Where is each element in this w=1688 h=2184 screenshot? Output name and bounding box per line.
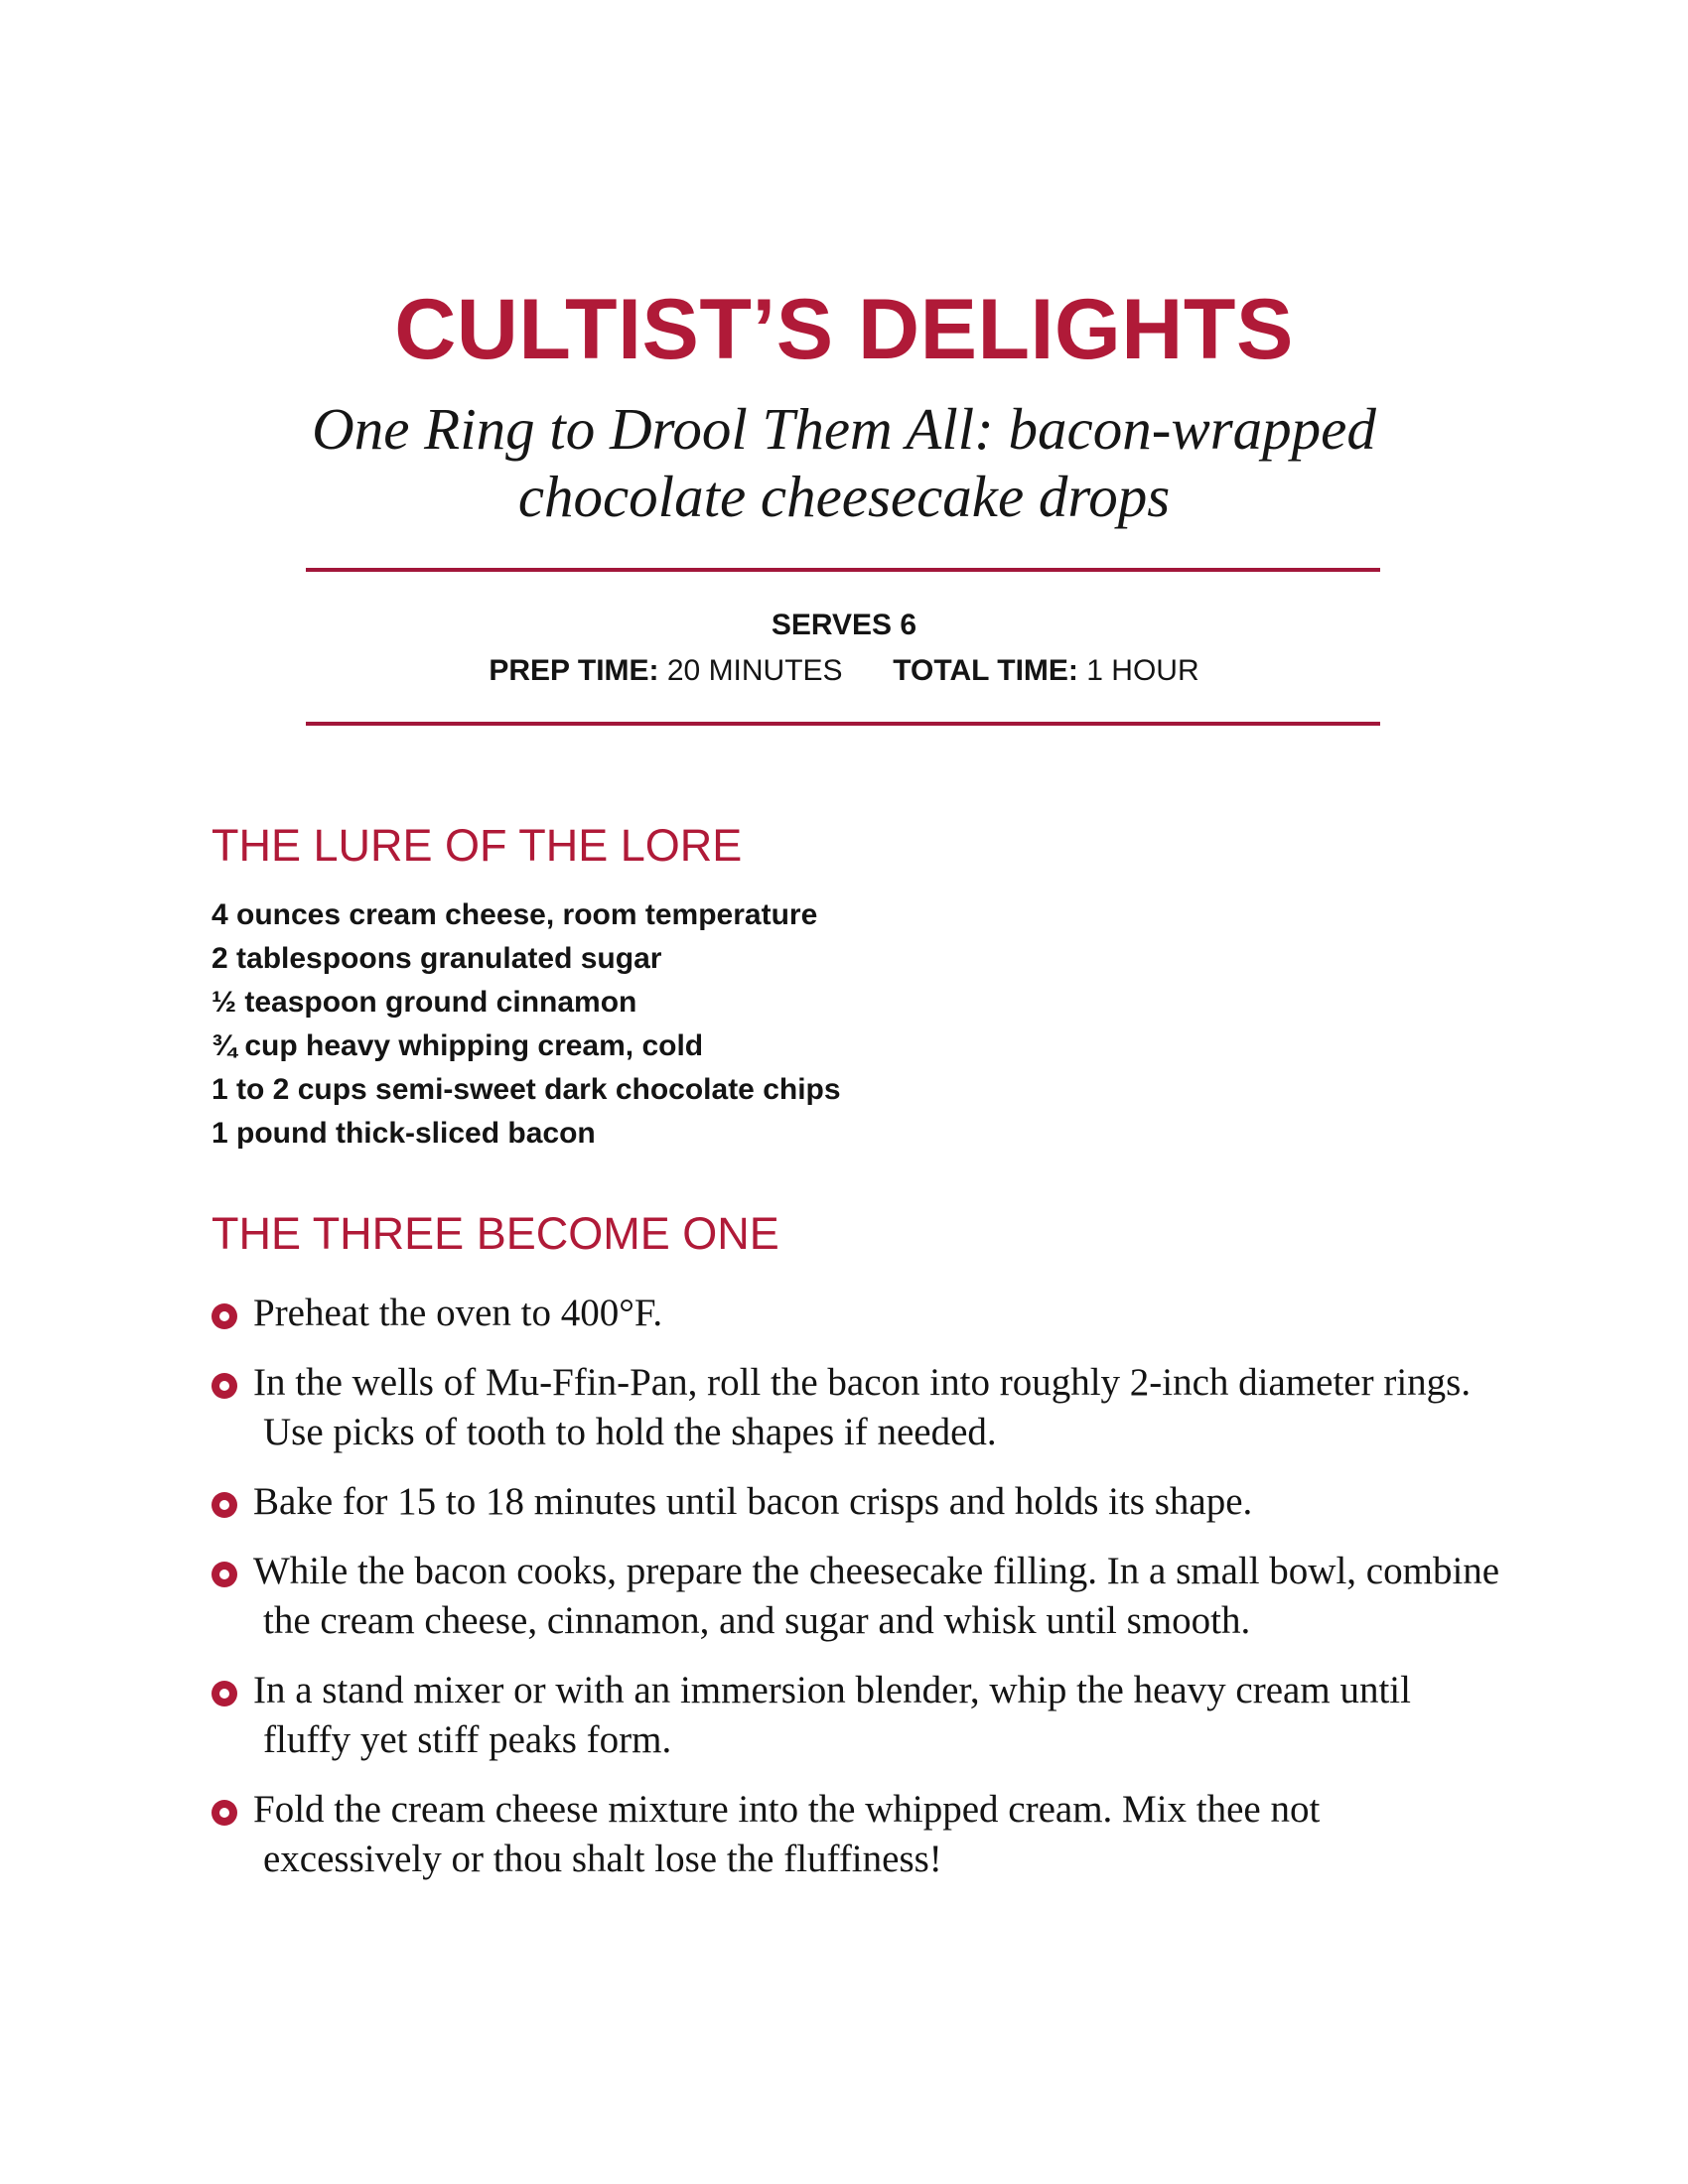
ingredients-list [211,893,841,1156]
ingredient-item: ¾ cup heavy whipping cream, cold [211,1029,704,1062]
bullet-icon [211,1373,237,1399]
ingredient-item: 1 to 2 cups semi-sweet dark chocolate chips [211,1073,841,1106]
step-text: In the wells of Mu-Ffin-Pan, roll the bacon into roughly 2-inch diameter rings. Use picks of tooth to hold the shapes if needed. [253,1361,1472,1453]
bullet-icon [211,1800,237,1826]
total-time-value: 1 HOUR [1086,654,1199,687]
step-text: While the bacon cooks, prepare the cheesecake filling. In a small bowl, combine the cream cheese, cinnamon, and sugar and whisk until smooth. [253,1550,1500,1642]
ingredients-heading: THE LURE OF THE LORE [211,820,743,871]
step-item [211,1477,1502,1527]
steps-heading: THE THREE BECOME ONE [211,1208,779,1259]
step-text: Fold the cream cheese mixture into the whipped cream. Mix thee not excessively or thou shalt lose the fluffiness! [253,1788,1321,1880]
step-text: Preheat the oven to 400°F. [253,1292,663,1334]
bullet-icon [211,1562,237,1587]
step-item [211,1358,1502,1457]
step-item [211,1785,1502,1884]
subtitle-line-1: One Ring to Drool Them All: bacon-wrapped [312,396,1376,462]
ingredient-item: 1 pound thick-sliced bacon [211,1117,596,1150]
subtitle-line-2: chocolate cheesecake drops [517,464,1171,529]
time-info [0,651,1688,691]
bottom-divider [306,722,1380,726]
prep-time-label: PREP TIME: [489,654,659,687]
step-item [211,1289,1502,1338]
ingredient-item: 4 ounces cream cheese, room temperature [211,898,818,931]
ingredient-item: ½ teaspoon ground cinnamon [211,986,637,1019]
prep-time-value: 20 MINUTES [666,654,843,687]
step-text: Bake for 15 to 18 minutes until bacon crisps and holds its shape. [253,1480,1253,1523]
bullet-icon [211,1681,237,1706]
steps-list [211,1289,1502,1904]
total-time-label: TOTAL TIME: [893,654,1078,687]
serves-info: SERVES 6 [771,609,917,641]
step-item [211,1547,1502,1646]
top-divider [306,568,1380,572]
bullet-icon [211,1303,237,1329]
page-title: CULTIST’S DELIGHTS [394,282,1294,377]
recipe-subtitle [248,395,1440,530]
bullet-icon [211,1492,237,1518]
step-item [211,1666,1502,1765]
step-text: In a stand mixer or with an immersion blender, whip the heavy cream until fluffy yet stiff peaks form. [253,1669,1411,1761]
ingredient-item: 2 tablespoons granulated sugar [211,942,662,975]
